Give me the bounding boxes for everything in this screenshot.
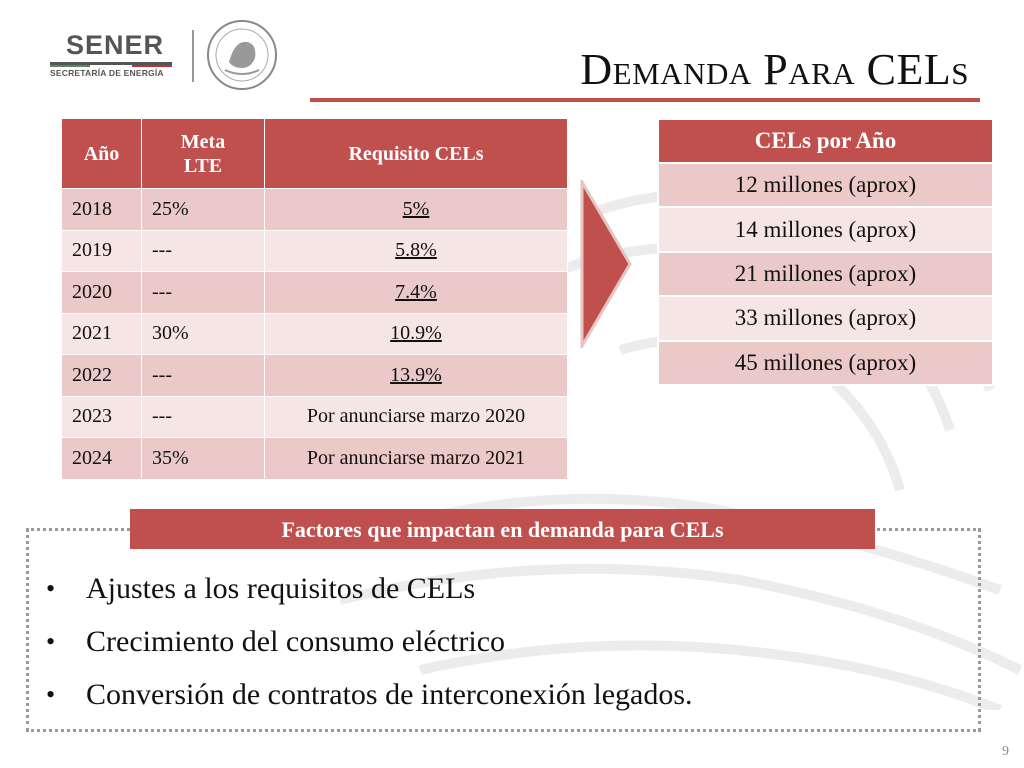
chevron-right-icon bbox=[580, 180, 632, 348]
list-item bbox=[46, 668, 693, 721]
cell-requisito-link[interactable]: 7.4% bbox=[265, 272, 568, 314]
bullet-icon: • bbox=[46, 679, 56, 709]
factor-text: Crecimiento del consumo eléctrico bbox=[86, 624, 506, 658]
cell-meta: 30% bbox=[142, 313, 265, 355]
cell-requisito-link[interactable]: 10.9% bbox=[265, 313, 568, 355]
mexico-seal-icon bbox=[205, 18, 279, 92]
cell-requisito: Por anunciarse marzo 2020 bbox=[265, 396, 568, 438]
cell-year: 2019 bbox=[62, 230, 142, 272]
table-row bbox=[62, 355, 568, 397]
cell-year: 2022 bbox=[62, 355, 142, 397]
header-requisito: Requisito CELs bbox=[265, 119, 568, 189]
cell-meta: --- bbox=[142, 355, 265, 397]
table-row bbox=[62, 438, 568, 480]
cell-requisito: Por anunciarse marzo 2021 bbox=[265, 438, 568, 480]
header-year: Año bbox=[62, 119, 142, 189]
table-row bbox=[62, 189, 568, 231]
table-row bbox=[62, 313, 568, 355]
cell-cels: 14 millones (aprox) bbox=[658, 207, 993, 251]
requirements-table bbox=[61, 118, 568, 480]
cell-meta: 35% bbox=[142, 438, 265, 480]
logo-name: SENER bbox=[66, 30, 165, 60]
header-meta-lte-label: Meta LTE bbox=[180, 130, 226, 177]
header-meta-lte bbox=[142, 119, 265, 189]
table-row bbox=[658, 252, 993, 296]
cell-year: 2021 bbox=[62, 313, 142, 355]
table-row bbox=[62, 396, 568, 438]
list-item bbox=[46, 562, 693, 615]
cell-meta: --- bbox=[142, 230, 265, 272]
page-number: 9 bbox=[1002, 744, 1009, 759]
table-row bbox=[658, 207, 993, 251]
cell-cels: 33 millones (aprox) bbox=[658, 296, 993, 340]
logo-subtitle: SECRETARÍA DE ENERGÍA bbox=[50, 68, 164, 78]
cell-year: 2024 bbox=[62, 438, 142, 480]
cell-cels: 12 millones (aprox) bbox=[658, 163, 993, 207]
table-header-row bbox=[658, 119, 993, 163]
table-row bbox=[62, 272, 568, 314]
table-row bbox=[62, 230, 568, 272]
table-row bbox=[658, 341, 993, 385]
cell-meta: --- bbox=[142, 396, 265, 438]
sener-logo bbox=[48, 30, 178, 80]
cell-requisito-link[interactable]: 5% bbox=[265, 189, 568, 231]
cell-requisito-link[interactable]: 13.9% bbox=[265, 355, 568, 397]
cell-meta: --- bbox=[142, 272, 265, 314]
factor-text: Conversión de contratos de interconexión legados. bbox=[86, 677, 693, 711]
cell-meta: 25% bbox=[142, 189, 265, 231]
cell-year: 2023 bbox=[62, 396, 142, 438]
factors-list bbox=[46, 562, 693, 721]
factor-text: Ajustes a los requisitos de CELs bbox=[86, 571, 476, 605]
table-header-row bbox=[62, 119, 568, 189]
logo-divider bbox=[192, 30, 194, 82]
table-row bbox=[658, 163, 993, 207]
cell-cels: 21 millones (aprox) bbox=[658, 252, 993, 296]
table-row bbox=[658, 296, 993, 340]
bullet-icon: • bbox=[46, 573, 56, 603]
page-title: Demanda Para CELs bbox=[580, 45, 969, 94]
list-item bbox=[46, 615, 693, 668]
logo-rule-red bbox=[132, 65, 172, 67]
factors-title: Factores que impactan en demanda para CELs bbox=[130, 509, 875, 549]
logo-rule-green bbox=[50, 65, 90, 67]
header-cels-por-ano: CELs por Año bbox=[658, 119, 993, 163]
title-underline bbox=[310, 98, 980, 102]
bullet-icon: • bbox=[46, 626, 56, 656]
cell-year: 2020 bbox=[62, 272, 142, 314]
cels-table bbox=[657, 118, 994, 386]
cell-requisito-link[interactable]: 5.8% bbox=[265, 230, 568, 272]
cell-year: 2018 bbox=[62, 189, 142, 231]
cell-cels: 45 millones (aprox) bbox=[658, 341, 993, 385]
